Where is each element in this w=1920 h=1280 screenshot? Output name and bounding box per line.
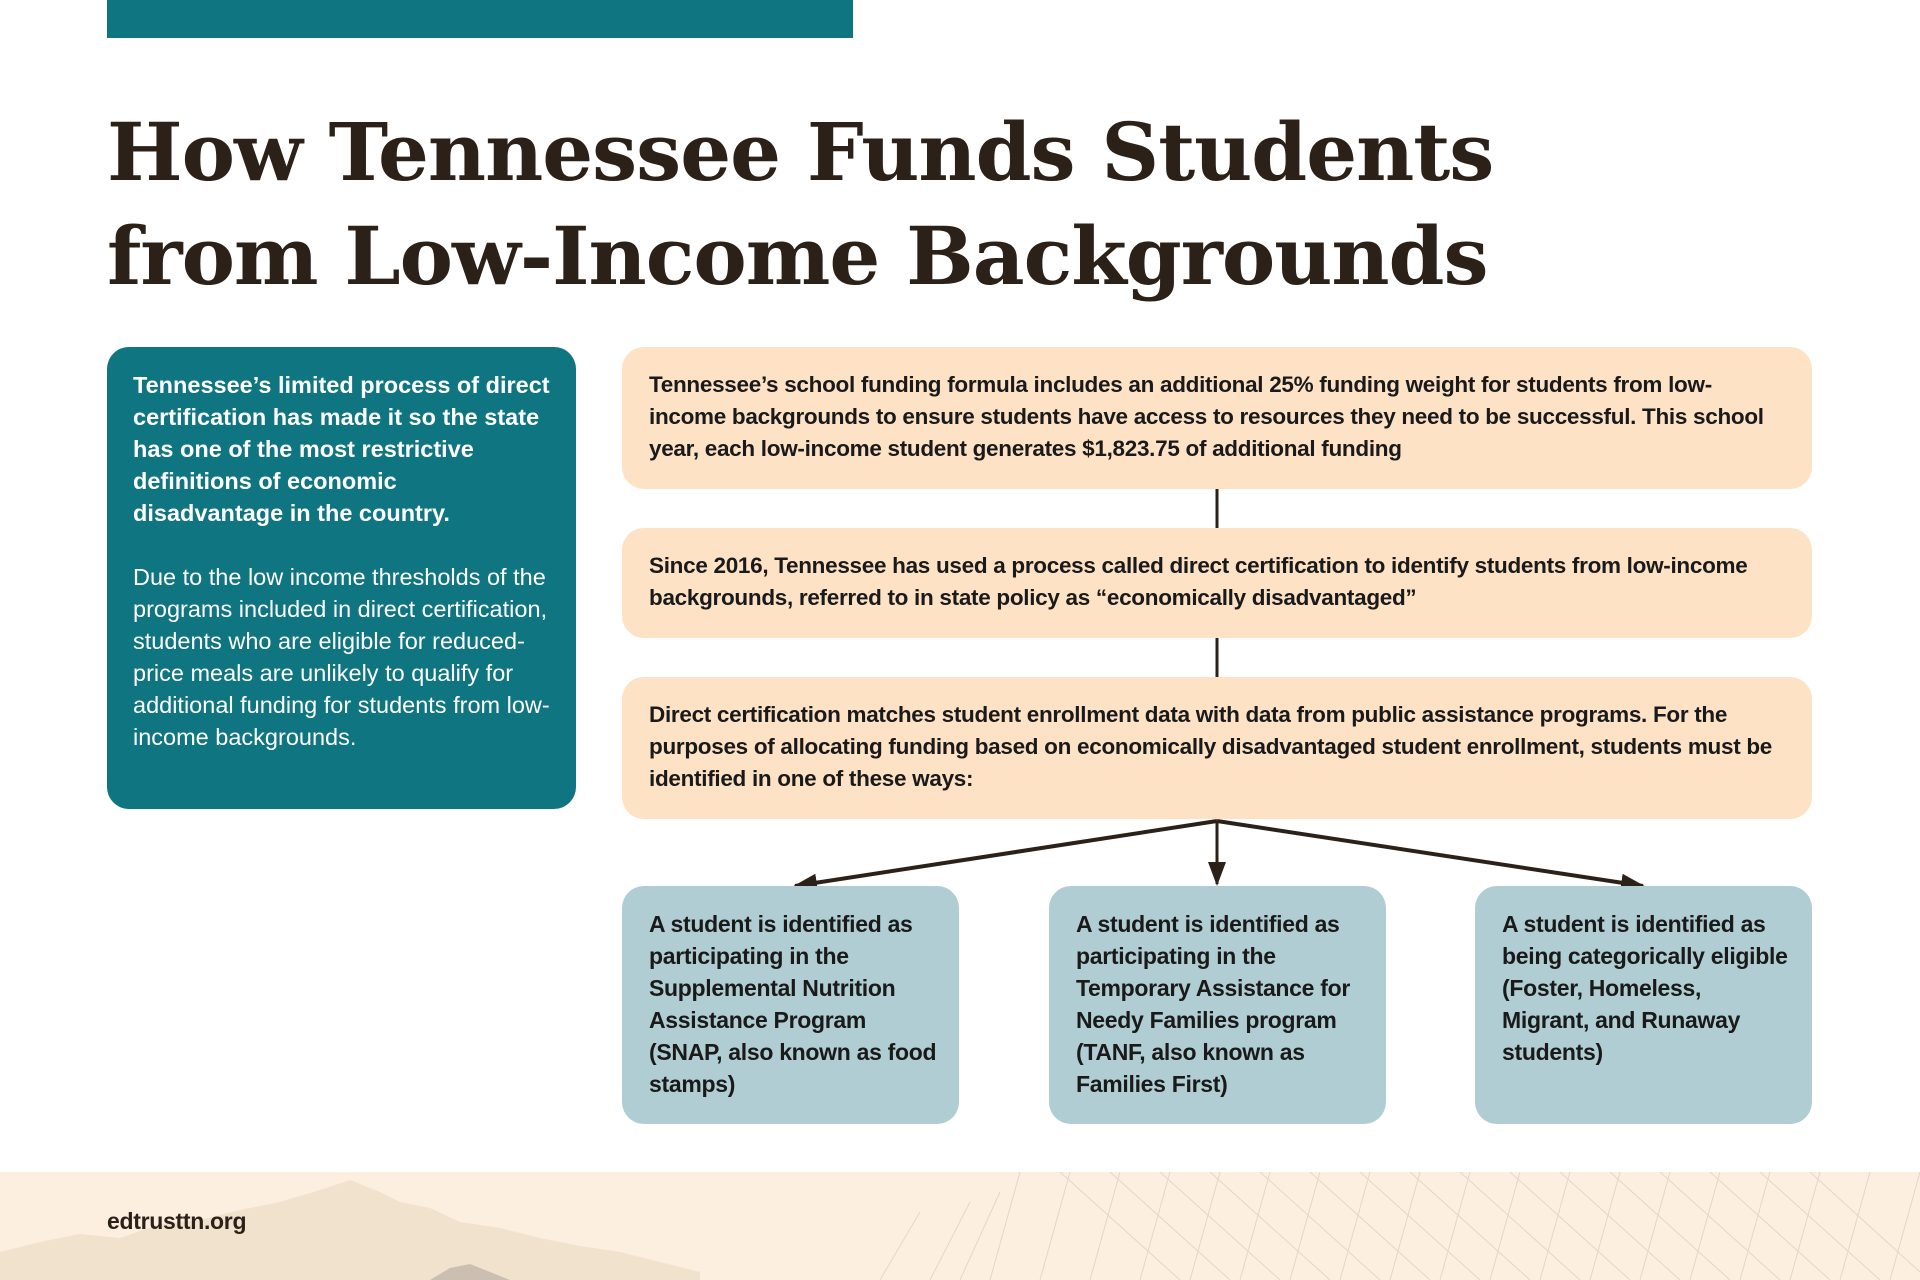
flow-step-funding-weight: [622, 347, 1812, 489]
page-title: [107, 100, 1607, 308]
arrow-to-categorical: [1217, 821, 1643, 886]
way-text: A student is identified as participating in the Temporary Assistance for Needy Families program (TANF, also known as Families First): [1076, 911, 1351, 1097]
way-snap: [622, 886, 959, 1124]
arrow-to-snap: [795, 821, 1217, 886]
way-tanf: [1049, 886, 1386, 1124]
flow-step-direct-certification: [622, 528, 1812, 638]
sidebar-note-body: Due to the low income thresholds of the programs included in direct certification, students who are eligible for reduced-price meals are unlikely to qualify for additional funding for students from low-income backgrounds.: [133, 564, 550, 750]
mountain-silhouette: [0, 1180, 700, 1280]
way-categorical: [1475, 886, 1812, 1124]
title-line-1: How Tennessee Funds Students: [107, 105, 1494, 199]
footer-decoration: [0, 1172, 1920, 1280]
sidebar-note-lead: Tennessee’s limited process of direct certification has made it so the state has one of the most restrictive definitions of economic disadvantage in the country.: [133, 372, 550, 526]
flow-step-data-matching: [622, 677, 1812, 819]
way-text: A student is identified as participating in the Supplemental Nutrition Assistance Program (SNAP, also known as food stamps): [649, 911, 937, 1097]
flow-step-text: Since 2016, Tennessee has used a process called direct certification to identify students from low-income backgrounds, referred to in state policy as “economically disadvantaged”: [649, 553, 1748, 610]
footer: [0, 1172, 1920, 1280]
flow-step-text: Tennessee’s school funding formula includes an additional 25% funding weight for students from low-income backgrounds to ensure students have access to resources they need to be successful. This school year, each low-income student generates $1,823.75 of additional funding: [649, 372, 1764, 461]
way-text: A student is identified as being categorically eligible (Foster, Homeless, Migrant, and Runaway students): [1502, 911, 1788, 1065]
footer-url[interactable]: edtrusttn.org: [107, 1208, 247, 1234]
flow-step-text: Direct certification matches student enrollment data with data from public assistance programs. For the purposes of allocating funding based on economically disadvantaged student enrollment, students must be identified in one of these ways:: [649, 702, 1773, 791]
title-line-2: from Low-Income Backgrounds: [107, 209, 1488, 303]
sidebar-note: [107, 347, 576, 809]
top-accent-bar: [107, 0, 853, 38]
grid-pattern: [880, 1172, 1920, 1280]
